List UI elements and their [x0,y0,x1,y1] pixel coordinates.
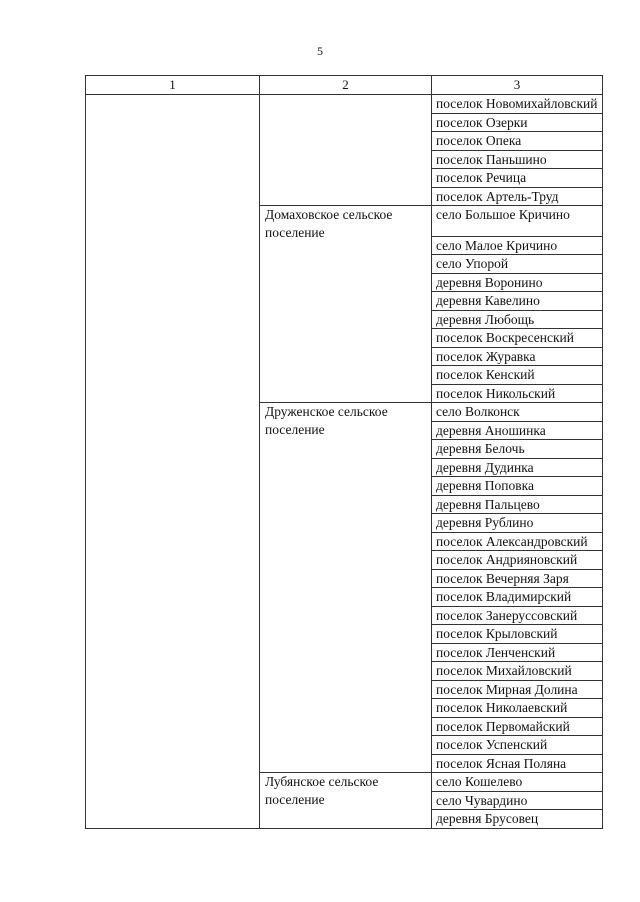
header-col-3: 3 [432,76,603,95]
locality-cell: деревня Белочь [432,440,603,459]
page-number: 5 [317,44,323,58]
locality-cell: деревня Поповка [432,477,603,496]
locality-cell: село Малое Кричино [432,236,603,255]
locality-cell: деревня Рублино [432,514,603,533]
locality-cell: поселок Александровский [432,532,603,551]
locality-cell: село Чувардино [432,791,603,810]
locality-cell: село Волконск [432,403,603,422]
locality-cell: поселок Ясная Поляна [432,754,603,773]
locality-cell: деревня Воронино [432,273,603,292]
locality-cell: поселок Озерки [432,113,603,132]
header-row [86,76,603,95]
locality-cell: поселок Новомихайловский [432,95,603,114]
locality-cell: деревня Аношинка [432,421,603,440]
locality-cell: деревня Дудинка [432,458,603,477]
locality-cell: село Упорой [432,255,603,274]
locality-cell: поселок Андрияновский [432,551,603,570]
locality-cell: поселок Николаевский [432,699,603,718]
locality-cell: поселок Крыловский [432,625,603,644]
settlement-name-cell: Друженское сельское поселение [260,403,432,773]
locality-cell: поселок Владимирский [432,588,603,607]
locality-cell: поселок Успенский [432,736,603,755]
settlements-table [85,75,603,829]
locality-cell: поселок Никольский [432,384,603,403]
locality-cell: поселок Кенский [432,366,603,385]
locality-cell: деревня Брусовец [432,810,603,829]
settlement-name-cell: Домаховское сельское поселение [260,206,432,403]
locality-cell: поселок Занеруссовский [432,606,603,625]
settlement-name-cell: Лубянское сельское поселение [260,773,432,829]
col-1-cell [86,95,260,829]
header-col-1: 1 [86,76,260,95]
locality-cell: поселок Опека [432,132,603,151]
locality-cell: поселок Вечерняя Заря [432,569,603,588]
locality-cell: деревня Пальцево [432,495,603,514]
locality-cell: поселок Журавка [432,347,603,366]
locality-cell: поселок Михайловский [432,662,603,681]
locality-cell: поселок Мирная Долина [432,680,603,699]
locality-cell: село Большое Кричино [432,206,603,237]
cell-spacer [436,224,598,236]
locality-cell: поселок Первомайский [432,717,603,736]
locality-cell: поселок Ленченский [432,643,603,662]
locality-cell: поселок Артель-Труд [432,187,603,206]
header-col-2: 2 [260,76,432,95]
locality-cell: деревня Кавелино [432,292,603,311]
settlement-name-cell [260,95,432,206]
locality-cell: село Кошелево [432,773,603,792]
locality-cell: поселок Речица [432,169,603,188]
table-row [86,95,603,114]
locality-cell: поселок Воскресенский [432,329,603,348]
locality-cell: поселок Паньшино [432,150,603,169]
locality-cell: деревня Любощь [432,310,603,329]
